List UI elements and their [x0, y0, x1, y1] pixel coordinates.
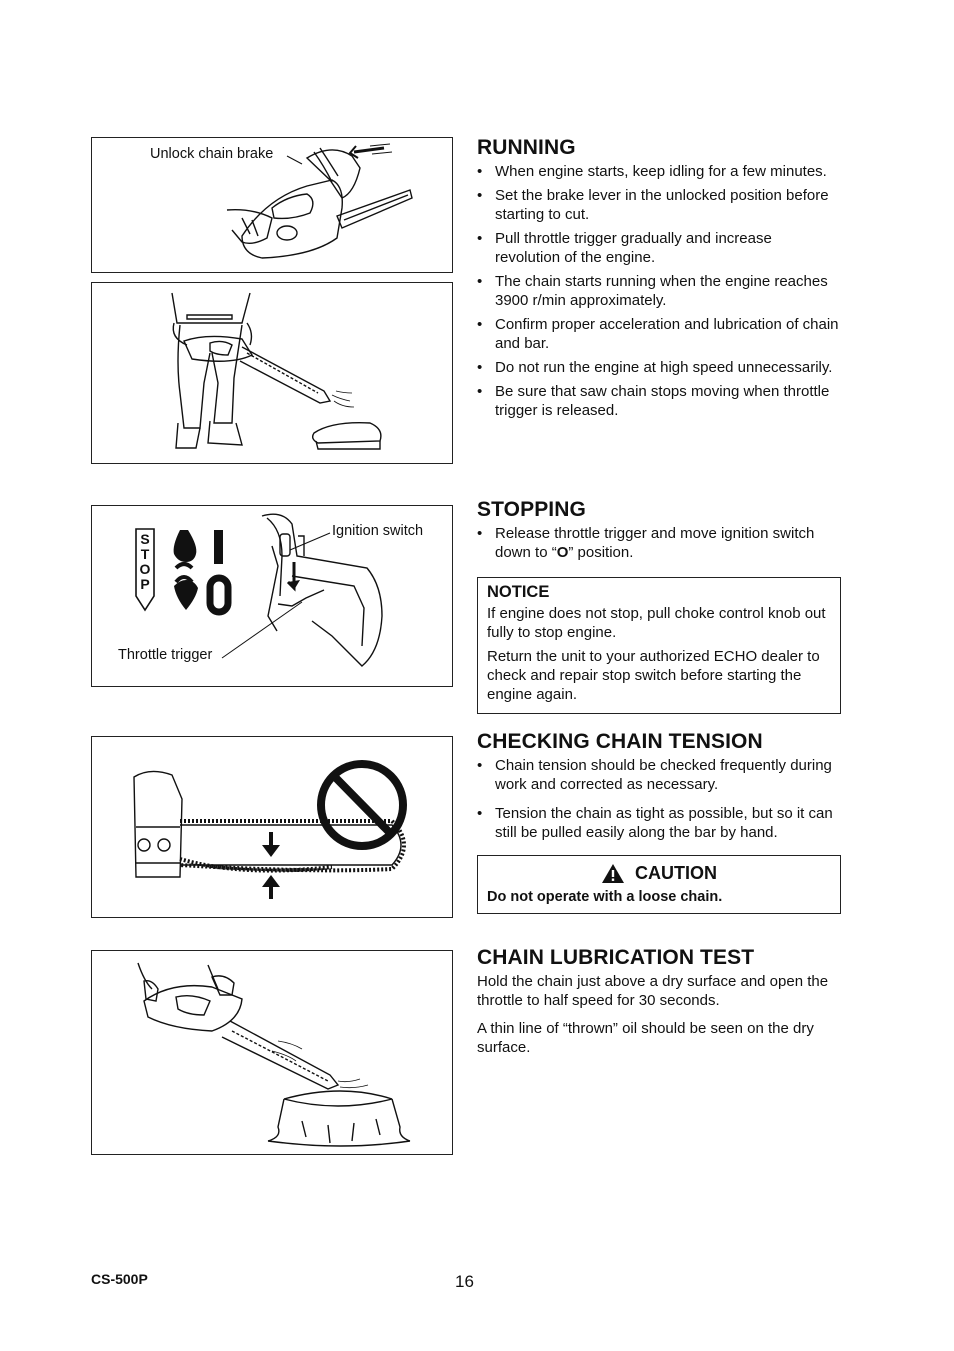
list-item: • Do not run the engine at high speed unnecessarily.: [477, 358, 841, 377]
figure-running-saw: [91, 282, 453, 464]
lubrication-paragraph: A thin line of “thrown” oil should be seen on the dry surface.: [477, 1020, 814, 1056]
lubrication-section: [477, 946, 841, 1066]
stop-tag: [136, 532, 154, 592]
throttle-trigger-label: Throttle trigger: [118, 647, 213, 663]
stopping-title: STOPPING: [477, 498, 586, 521]
stopping-section: [477, 498, 841, 562]
stopping-text-after: ” position.: [568, 544, 634, 561]
running-list: [477, 162, 841, 420]
stop-letter-t: T: [140, 546, 150, 562]
lubrication-paragraph: Hold the chain just above a dry surface and open the throttle to half speed for 30 seconds.: [477, 973, 829, 1009]
warning-triangle-icon: [601, 863, 625, 884]
caution-header: [478, 863, 840, 884]
ignition-switch-label: Ignition switch: [332, 523, 424, 539]
list-item: • Set the brake lever in the unlocked position before starting to cut.: [477, 186, 841, 224]
chain-tension-list: [477, 756, 841, 842]
loose-chain-illustration: [92, 737, 453, 918]
stopping-list: [477, 524, 841, 562]
figure-ignition-switch: [91, 505, 453, 687]
notice-paragraph: Return the unit to your authorized ECHO dealer to check and repair stop switch before starting the engine again.: [487, 648, 820, 703]
stop-letter-o: O: [139, 561, 151, 577]
caution-title: CAUTION: [635, 863, 717, 883]
running-title: RUNNING: [477, 136, 576, 159]
stop-letter-p: P: [140, 576, 150, 592]
page-number: 16: [455, 1272, 474, 1291]
footer-model: CS-500P: [91, 1271, 148, 1287]
list-item: • When engine starts, keep idling for a few minutes.: [477, 162, 841, 181]
lubrication-title: CHAIN LUBRICATION TEST: [477, 946, 755, 969]
list-item: • Tension the chain as tight as possible, but so it can still be pulled easily along the bar by hand.: [477, 804, 841, 842]
figure-unlock-chain-brake: [91, 137, 453, 273]
notice-box: [477, 577, 841, 714]
list-item: [477, 524, 841, 562]
stopping-text-before: Release throttle trigger and move ignition switch down to “: [495, 525, 815, 561]
unlock-chain-brake-label: Unlock chain brake: [150, 146, 274, 162]
notice-paragraph: If engine does not stop, pull choke control knob out fully to stop engine.: [487, 605, 826, 641]
caution-box: [477, 855, 841, 914]
figure-lubrication-test: [91, 950, 453, 1155]
chain-tension-section: [477, 730, 841, 842]
list-item: • Pull throttle trigger gradually and increase revolution of the engine.: [477, 229, 841, 267]
operator-cutting-illustration: [92, 283, 453, 464]
caution-text: Do not operate with a loose chain.: [487, 889, 723, 905]
list-item: • Confirm proper acceleration and lubrication of chain and bar.: [477, 315, 841, 353]
lubrication-test-illustration: [92, 951, 453, 1155]
running-section: [477, 136, 841, 420]
list-item: • The chain starts running when the engine reaches 3900 r/min approximately.: [477, 272, 841, 310]
stopping-position-o: O: [556, 544, 569, 561]
figure-chain-tension: [91, 736, 453, 918]
chain-tension-title: CHECKING CHAIN TENSION: [477, 730, 763, 753]
list-item: • Chain tension should be checked frequently during work and corrected as necessary.: [477, 756, 841, 794]
notice-title: NOTICE: [487, 583, 550, 601]
stop-letter-s: S: [140, 531, 150, 547]
list-item: • Be sure that saw chain stops moving when throttle trigger is released.: [477, 382, 841, 420]
